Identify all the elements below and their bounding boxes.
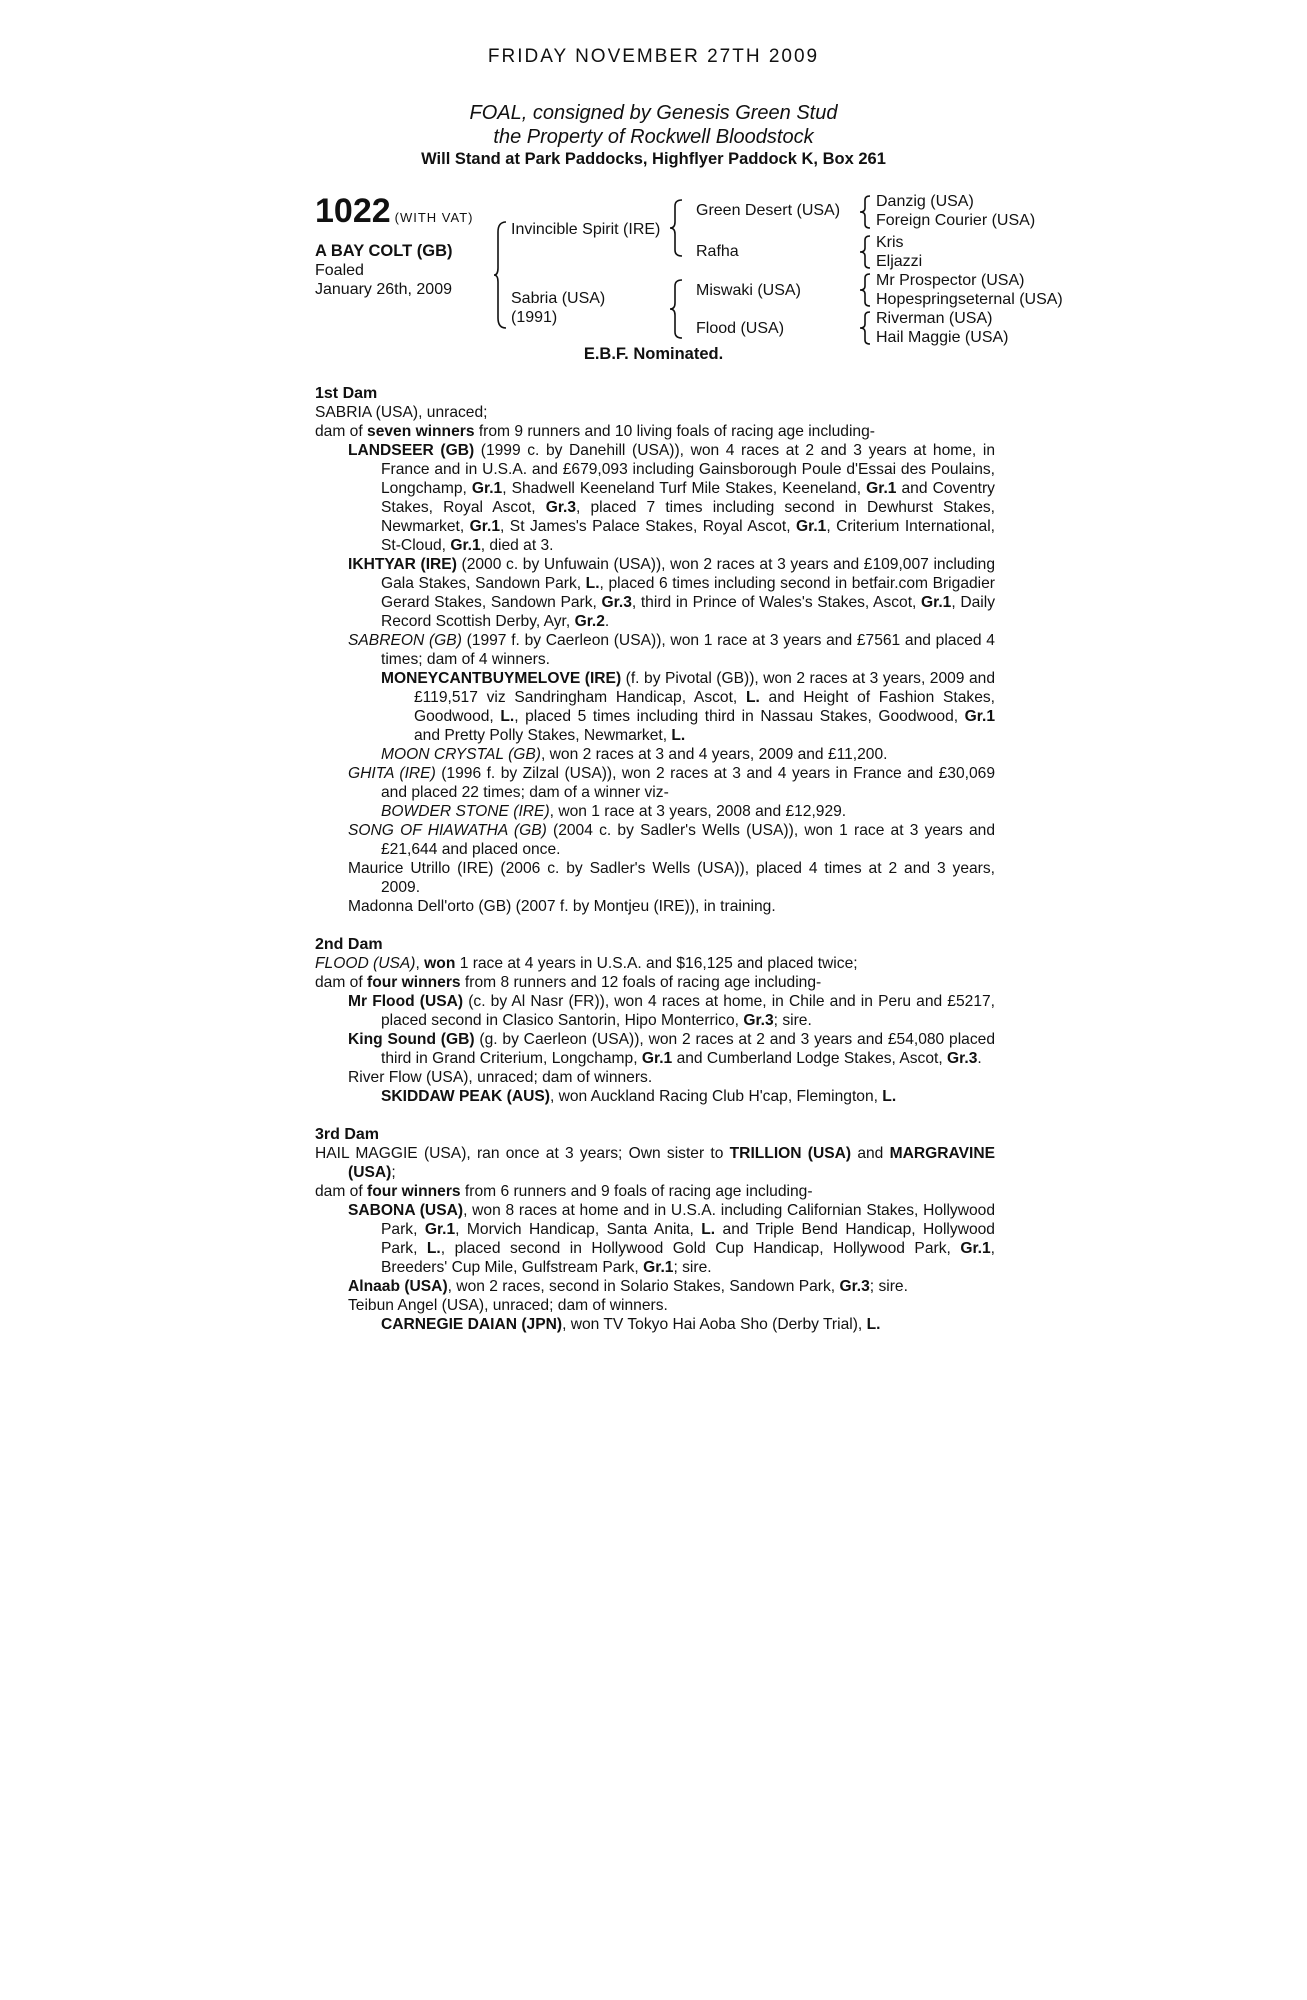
produce-entry-mr-flood: Mr Flood (USA) (c. by Al Nasr (FR)), won 4 races at home, in Chile and in Peru and £5217, placed second in Clasico Santorin, Hipo Monterrico, Gr.3; sire. (348, 993, 995, 1029)
first-dam-intro: SABRIA (USA), unraced; (315, 404, 488, 421)
pedigree-brace-sire (670, 198, 684, 258)
sale-date: FRIDAY NOVEMBER 27TH 2009 (487, 46, 820, 67)
produce-entry-alnaab: Alnaab (USA), won 2 races, second in Solario Stakes, Sandown Park, Gr.3; sire. (348, 1278, 908, 1295)
produce-record (315, 384, 995, 1334)
produce-entry-river-flow: River Flow (USA), unraced; dam of winners. (348, 1069, 653, 1086)
stand-location: Will Stand at Park Paddocks, Highflyer Paddock K, Box 261 (421, 150, 886, 168)
third-dam-intro: HAIL MAGGIE (USA), ran once at 3 years; Own sister to TRILLION (USA) and MARGRAVINE (USA); (315, 1145, 995, 1181)
pedigree-g8: Hail Maggie (USA) (876, 329, 1009, 346)
pedigree-dam-sire: Miswaki (USA) (696, 282, 801, 299)
pedigree-dam-dam: Flood (USA) (696, 320, 785, 337)
produce-entry-moneycantbuymelove: MONEYCANTBUYMELOVE (IRE) (f. by Pivotal (GB)), won 2 races at 3 years, 2009 and £119,517 viz Sandringham Handicap, Ascot, L. and Height of Fashion Stakes, Goodwood, L., placed 5 times including third in Nassau Stakes, Goodwood, Gr.1 and Pretty Polly Stakes, Newmarket, L. (381, 670, 996, 744)
produce-entry-ghita: GHITA (IRE) (1996 f. by Zilzal (USA)), won 2 races at 3 and 4 years in France and £30,069 and placed 22 times; dam of a winner viz- (348, 765, 995, 801)
pedigree-sire-sire: Green Desert (USA) (696, 202, 841, 219)
first-dam-summary: dam of seven winners from 9 runners and 10 living foals of racing age including- (315, 423, 875, 440)
third-dam-summary: dam of four winners from 6 runners and 9 foals of racing age including- (315, 1183, 813, 1200)
first-dam-heading: 1st Dam (315, 385, 378, 402)
second-dam-intro: FLOOD (USA), won 1 race at 4 years in U.S.A. and $16,125 and placed twice; (315, 955, 858, 972)
produce-entry-moon-crystal: MOON CRYSTAL (GB), won 2 races at 3 and 4 years, 2009 and £11,200. (381, 746, 888, 763)
produce-entry-landseer: LANDSEER (GB) (1999 c. by Danehill (USA)), won 4 races at 2 and 3 years at home, in France and in U.S.A. and £679,093 including Gainsborough Poule d'Essai des Poulains, Longchamp, Gr.1, Shadwell Keeneland Turf Mile Stakes, Keeneland, Gr.1 and Coventry Stakes, Royal Ascot, Gr.3, placed 7 times including second in Dewhurst Stakes, Newmarket, Gr.1, St James's Palace Stakes, Royal Ascot, Gr.1, Criterium International, St-Cloud, Gr.1, died at 3. (348, 442, 995, 554)
foaled-date: January 26th, 2009 (315, 281, 452, 298)
vat-note: (WITH VAT) (394, 210, 474, 225)
pedigree-g7: Riverman (USA) (876, 310, 993, 327)
pedigree-brace-g1 (860, 194, 872, 230)
produce-entry-sabreon: SABREON (GB) (1997 f. by Caerleon (USA)), won 1 race at 3 years and £7561 and placed 4 times; dam of 4 winners. (348, 632, 995, 668)
produce-entry-skiddaw-peak: SKIDDAW PEAK (AUS), won Auckland Racing Club H'cap, Flemington, L. (381, 1088, 897, 1105)
produce-entry-king-sound: King Sound (GB) (g. by Caerleon (USA)), won 2 races at 2 and 3 years and £54,080 placed third in Grand Criterium, Longchamp, Gr.1 and Cumberland Lodge Stakes, Ascot, Gr.3. (348, 1031, 995, 1067)
lot-header (315, 192, 473, 231)
pedigree-g6: Hopespringseternal (USA) (876, 291, 1063, 308)
produce-entry-carnegie-daian: CARNEGIE DAIAN (JPN), won TV Tokyo Hai Aoba Sho (Derby Trial), L. (381, 1316, 881, 1333)
pedigree-g4: Eljazzi (876, 253, 923, 270)
pedigree-g1: Danzig (USA) (876, 193, 974, 210)
lot-description: A BAY COLT (GB) (315, 242, 453, 260)
produce-entry-teibun-angel: Teibun Angel (USA), unraced; dam of winners. (348, 1297, 668, 1314)
produce-entry-song-of-hiawatha: SONG OF HIAWATHA (GB) (2004 c. by Sadler's Wells (USA)), won 1 race at 3 years and £21,644 and placed once. (348, 822, 995, 858)
foaled-label: Foaled (315, 262, 364, 279)
pedigree-brace-dam (670, 278, 684, 340)
pedigree-g3: Kris (876, 234, 904, 251)
second-dam-heading: 2nd Dam (315, 936, 383, 953)
pedigree-g2: Foreign Courier (USA) (876, 212, 1036, 229)
pedigree-brace-g3 (860, 272, 872, 308)
pedigree-sire-dam: Rafha (696, 243, 739, 260)
foaled-info (315, 261, 452, 299)
pedigree-dam-year: (1991) (511, 309, 558, 326)
produce-entry-ikhtyar: IKHTYAR (IRE) (2000 c. by Unfuwain (USA)), won 2 races at 3 years and £109,007 including Gala Stakes, Sandown Park, L., placed 6 times including second in betfair.com Brigadier Gerard Stakes, Sandown Park, Gr.3, third in Prince of Wales's Stakes, Ascot, Gr.1, Daily Record Scottish Derby, Ayr, Gr.2. (348, 556, 995, 630)
second-dam-summary: dam of four winners from 8 runners and 12 foals of racing age including- (315, 974, 822, 991)
produce-entry-bowder-stone: BOWDER STONE (IRE), won 1 race at 3 years, 2008 and £12,929. (381, 803, 847, 820)
property-line: the Property of Rockwell Bloodstock (493, 126, 814, 148)
pedigree-brace-g2 (860, 234, 872, 270)
pedigree-g5: Mr Prospector (USA) (876, 272, 1025, 289)
lot-number: 1022 (315, 192, 391, 230)
pedigree-sire: Invincible Spirit (IRE) (511, 221, 661, 238)
produce-entry-maurice-utrillo: Maurice Utrillo (IRE) (2006 c. by Sadler's Wells (USA)), placed 4 times at 2 and 3 years, 2009. (348, 860, 995, 896)
pedigree-dam: Sabria (USA) (511, 290, 606, 307)
ebf-nomination: E.B.F. Nominated. (583, 345, 724, 363)
produce-entry-madonna: Madonna Dell'orto (GB) (2007 f. by Montjeu (IRE)), in training. (348, 898, 776, 915)
consignor-line: FOAL, consigned by Genesis Green Stud (469, 102, 838, 124)
produce-entry-sabona: SABONA (USA), won 8 races at home and in U.S.A. including Californian Stakes, Hollywood Park, Gr.1, Morvich Handicap, Santa Anita, L. and Triple Bend Handicap, Hollywood Park, L., placed second in Hollywood Gold Cup Handicap, Hollywood Park, Gr.1, Breeders' Cup Mile, Gulfstream Park, Gr.1; sire. (348, 1202, 996, 1276)
third-dam-heading: 3rd Dam (315, 1126, 380, 1143)
pedigree-brace-main (494, 220, 508, 330)
pedigree-brace-g4 (860, 310, 872, 346)
